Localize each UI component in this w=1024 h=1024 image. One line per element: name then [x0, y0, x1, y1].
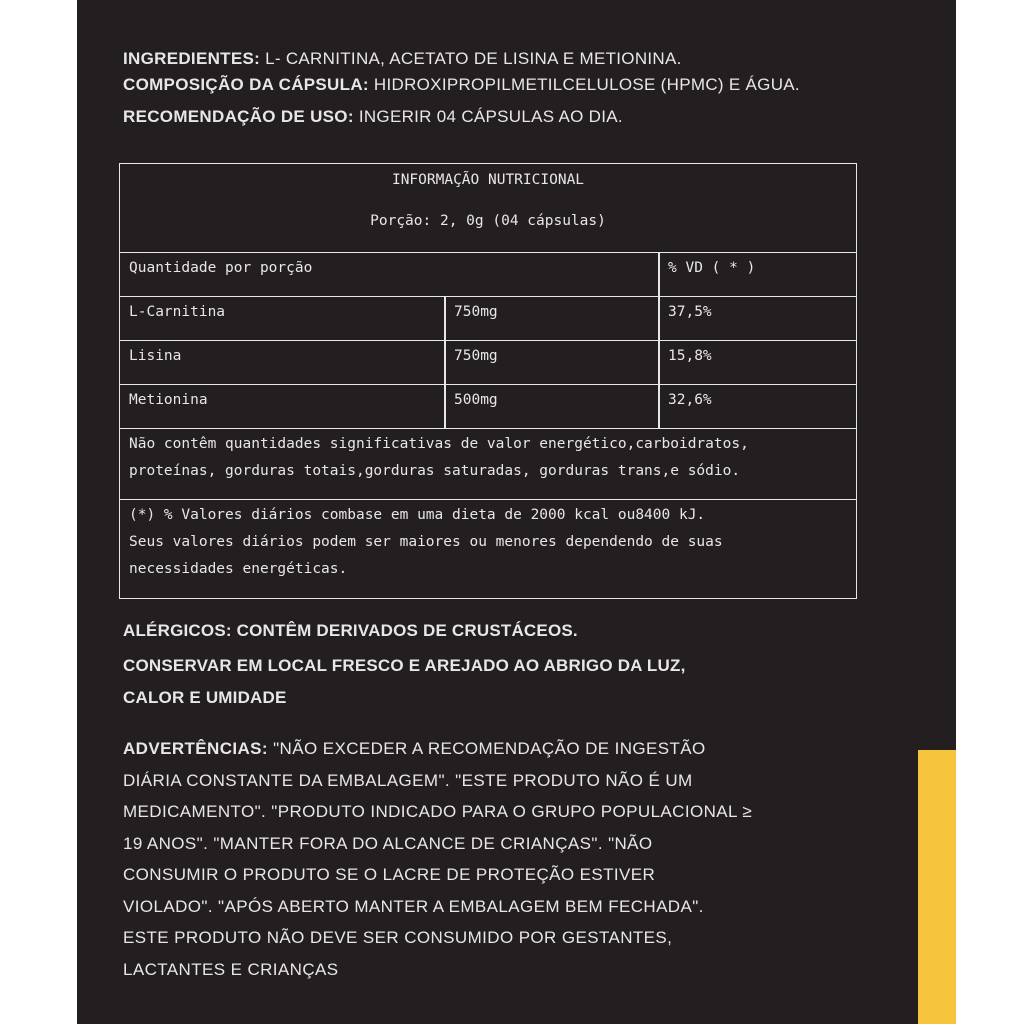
- capsule-label: COMPOSIÇÃO DA CÁPSULA:: [123, 75, 369, 94]
- warning-line: [123, 733, 883, 765]
- daily-values-note: [120, 500, 856, 585]
- warning-line: ESTE PRODUTO NÃO DEVE SER CONSUMIDO POR GESTANTES,: [123, 928, 673, 947]
- table-row: [120, 385, 856, 429]
- column-divider: [658, 253, 660, 429]
- storage-line: CALOR E UMIDADE: [123, 688, 287, 707]
- ingredients-text: L- CARNITINA, ACETATO DE LISINA E METIONINA.: [260, 49, 682, 68]
- row-vd: 15,8%: [668, 348, 712, 364]
- ingredients-line: [123, 46, 883, 72]
- capsule-line: [123, 72, 883, 98]
- note-line: (*) % Valores diários combase em uma dieta de 2000 kcal ou8400 kJ.: [129, 507, 706, 523]
- usage-label: RECOMENDAÇÃO DE USO:: [123, 107, 354, 126]
- note-line: proteínas, gorduras totais,gorduras saturadas, gorduras trans,e sódio.: [129, 463, 741, 479]
- row-amount: 750mg: [454, 348, 498, 364]
- usage-line: [123, 104, 883, 130]
- usage-text: INGERIR 04 CÁPSULAS AO DIA.: [353, 107, 623, 126]
- accent-bar: [918, 750, 956, 1024]
- note-line: Seus valores diários podem ser maiores ou menores dependendo de suas: [129, 534, 723, 550]
- table-row: [120, 341, 856, 385]
- label-panel: [77, 0, 956, 1024]
- row-name: Lisina: [129, 348, 182, 364]
- row-amount: 500mg: [454, 392, 498, 408]
- warning-text: "NÃO EXCEDER A RECOMENDAÇÃO DE INGESTÃO: [268, 739, 706, 758]
- note-line: Não contêm quantidades significativas de valor energético,carboidratos,: [129, 436, 749, 452]
- warning-line: CONSUMIR O PRODUTO SE O LACRE DE PROTEÇÃO ESTIVER: [123, 865, 656, 884]
- warning-line: 19 ANOS". "MANTER FORA DO ALCANCE DE CRIANÇAS". "NÃO: [123, 833, 653, 853]
- capsule-text: HIDROXIPROPILMETILCELULOSE (HPMC) E ÁGUA.: [368, 75, 800, 94]
- table-header: [120, 164, 856, 253]
- row-vd: 32,6%: [668, 392, 712, 408]
- ingredients-block: [123, 46, 883, 130]
- row-name: L-Carnitina: [129, 304, 226, 320]
- nutrition-note: [120, 429, 856, 500]
- row-amount: 750mg: [454, 304, 498, 320]
- header-vd: % VD ( * ): [668, 260, 756, 276]
- table-portion: Porção: 2, 0g (04 cápsulas): [370, 213, 606, 229]
- warning-line: MEDICAMENTO". "PRODUTO INDICADO PARA O GRUPO POPULACIONAL ≥: [123, 802, 753, 821]
- warning-line: LACTANTES E CRIANÇAS: [123, 959, 339, 979]
- warnings-block: [123, 733, 883, 985]
- nutrition-table: [119, 163, 857, 599]
- row-name: Metionina: [129, 392, 208, 408]
- storage-line: CONSERVAR EM LOCAL FRESCO E AREJADO AO ABRIGO DA LUZ,: [123, 656, 686, 675]
- warnings-label: ADVERTÊNCIAS:: [123, 739, 268, 758]
- note-line: necessidades energéticas.: [129, 561, 348, 577]
- warning-line: VIOLADO". "APÓS ABERTO MANTER A EMBALAGEM BEM FECHADA".: [123, 896, 704, 916]
- column-divider: [444, 297, 446, 429]
- allergens-text: ALÉRGICOS: CONTÊM DERIVADOS DE CRUSTÁCEOS.: [123, 621, 578, 640]
- header-quantity: Quantidade por porção: [129, 260, 313, 276]
- table-row: [120, 297, 856, 341]
- row-vd: 37,5%: [668, 304, 712, 320]
- warning-line: DIÁRIA CONSTANTE DA EMBALAGEM". "ESTE PRODUTO NÃO É UM: [123, 770, 693, 790]
- table-column-header-row: [120, 253, 856, 297]
- storage-block: [123, 616, 883, 713]
- table-title: INFORMAÇÃO NUTRICIONAL: [391, 172, 585, 188]
- ingredients-label: INGREDIENTES:: [123, 49, 261, 68]
